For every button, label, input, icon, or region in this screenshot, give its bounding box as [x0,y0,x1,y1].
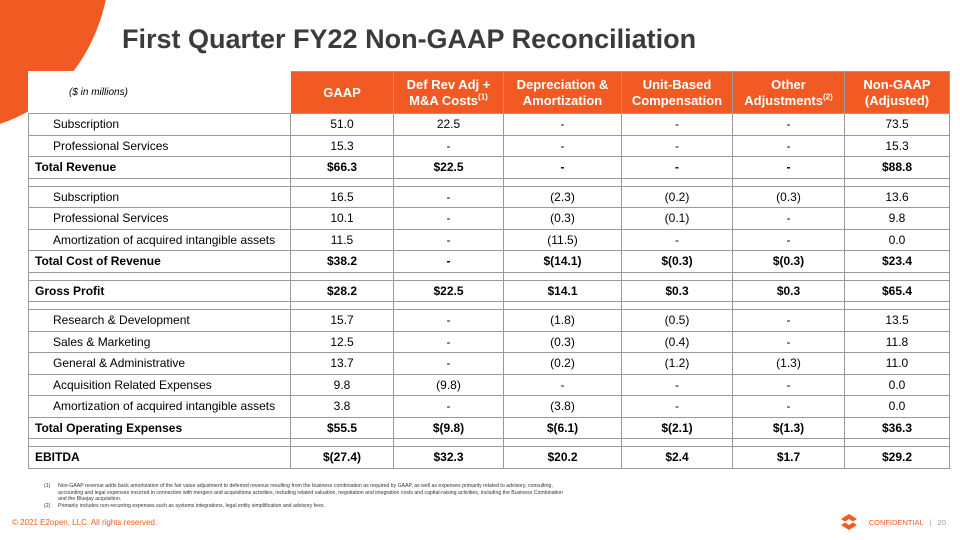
row-label: Total Operating Expenses [29,417,291,439]
row-label: Amortization of acquired intangible assets [29,396,291,418]
spacer-cell [394,302,504,310]
spacer-cell [622,302,733,310]
spacer-cell [504,178,622,186]
spacer-row [29,178,950,186]
footnote-number: (1) [44,483,51,489]
value-cell: - [733,310,845,332]
table-row [29,186,950,208]
value-cell: $29.2 [845,447,950,469]
value-cell: (0.3) [504,208,622,230]
column-header [622,72,733,114]
spacer-cell [845,272,950,280]
row-label: Subscription [29,186,291,208]
column-header-text: Unit-Based Compensation [631,76,723,108]
row-label: Professional Services [29,135,291,157]
footnote-text: Non-GAAP revenue adds back amortization of the fair value adjustment to deferred revenue resulting from the business combination as required by GAAP, as well as expenses primarily related to advisory, consulting, accounting and legal expenses incurred in connection with mergers and acquisitions activities, including related valuation, negotiation and integration costs and capital-raising activities, including the Business Combination and the Bluejay acquisition. [58,483,563,503]
spacer-cell [622,439,733,447]
footnote-number: (2) [44,502,51,509]
spacer-cell [291,272,394,280]
value-cell: - [733,135,845,157]
value-cell: 9.8 [291,374,394,396]
value-cell: 13.7 [291,353,394,375]
value-cell: $(2.1) [622,417,733,439]
value-cell: - [394,229,504,251]
value-cell: - [394,208,504,230]
e2open-logo-icon [837,513,861,531]
value-cell: $0.3 [733,280,845,302]
value-cell: - [504,114,622,136]
value-cell: - [733,229,845,251]
spacer-cell [845,302,950,310]
value-cell: 10.1 [291,208,394,230]
row-label: Subscription [29,114,291,136]
total-row [29,417,950,439]
spacer-cell [733,178,845,186]
value-cell: - [622,135,733,157]
value-cell: 0.0 [845,374,950,396]
footnotes [44,483,564,509]
value-cell: $(9.8) [394,417,504,439]
value-cell: (0.1) [622,208,733,230]
value-cell: - [622,229,733,251]
value-cell: (0.3) [504,331,622,353]
spacer-cell [394,178,504,186]
column-header-text: Other Adjustments [744,76,823,108]
value-cell: - [733,208,845,230]
footer-separator: | [929,517,932,527]
footnote [44,483,564,503]
column-header-text: Non-GAAP (Adjusted) [863,76,931,108]
value-cell: $20.2 [504,447,622,469]
table-row [29,374,950,396]
value-cell: $22.5 [394,280,504,302]
value-cell: - [504,157,622,179]
value-cell: - [394,310,504,332]
value-cell: (0.4) [622,331,733,353]
row-label: Total Revenue [29,157,291,179]
value-cell: 11.5 [291,229,394,251]
spacer-cell [845,439,950,447]
row-label: EBITDA [29,447,291,469]
row-label: Gross Profit [29,280,291,302]
value-cell: $88.8 [845,157,950,179]
value-cell: 51.0 [291,114,394,136]
footnote-marker: (2) [822,92,833,102]
value-cell: - [622,374,733,396]
value-cell: (0.2) [622,186,733,208]
value-cell: 22.5 [394,114,504,136]
spacer-row [29,439,950,447]
total-row [29,447,950,469]
value-cell: - [733,114,845,136]
table-row [29,208,950,230]
value-cell: (2.3) [504,186,622,208]
column-header-text: Depreciation & Amortization [516,76,609,108]
value-cell: 0.0 [845,396,950,418]
row-label: Professional Services [29,208,291,230]
value-cell: $28.2 [291,280,394,302]
value-cell: $36.3 [845,417,950,439]
spacer-cell [394,272,504,280]
value-cell: 11.8 [845,331,950,353]
table-header-row [29,72,950,114]
spacer-cell [733,272,845,280]
value-cell: (3.8) [504,396,622,418]
value-cell: $(27.4) [291,447,394,469]
column-header-text: GAAP [323,84,361,100]
spacer-cell [291,439,394,447]
confidential-label: CONFIDENTIAL [868,517,924,527]
spacer-cell [504,302,622,310]
total-row [29,251,950,273]
value-cell: (11.5) [504,229,622,251]
copyright-text: © 2021 E2open, LLC. All rights reserved. [12,518,158,527]
column-header [504,72,622,114]
value-cell: - [733,331,845,353]
value-cell: 73.5 [845,114,950,136]
table-row [29,114,950,136]
row-label: Amortization of acquired intangible assets [29,229,291,251]
spacer-cell [29,178,291,186]
row-label: Total Cost of Revenue [29,251,291,273]
footnote [44,503,564,510]
value-cell: 13.6 [845,186,950,208]
footer-right [837,513,946,531]
table-row [29,353,950,375]
value-cell: $1.7 [733,447,845,469]
value-cell: - [394,135,504,157]
value-cell: $65.4 [845,280,950,302]
value-cell: (0.5) [622,310,733,332]
spacer-cell [504,272,622,280]
table-row [29,331,950,353]
value-cell: 11.0 [845,353,950,375]
value-cell: $(6.1) [504,417,622,439]
value-cell: - [733,374,845,396]
row-label: Sales & Marketing [29,331,291,353]
spacer-cell [291,302,394,310]
column-header [394,72,504,114]
value-cell: $22.5 [394,157,504,179]
table-row [29,396,950,418]
column-header-text: Def Rev Adj + M&A Costs [406,76,491,108]
column-header [733,72,845,114]
value-cell: - [622,157,733,179]
value-cell: (1.2) [622,353,733,375]
spacer-cell [29,439,291,447]
table-row [29,310,950,332]
value-cell: 13.5 [845,310,950,332]
value-cell: 16.5 [291,186,394,208]
value-cell: (0.2) [504,353,622,375]
value-cell: $0.3 [622,280,733,302]
reconciliation-table [28,71,950,469]
spacer-cell [622,178,733,186]
row-label: Research & Development [29,310,291,332]
value-cell: - [394,251,504,273]
table-row [29,229,950,251]
value-cell: 3.8 [291,396,394,418]
spacer-cell [845,178,950,186]
value-cell: $(0.3) [733,251,845,273]
table-row [29,135,950,157]
value-cell: - [622,114,733,136]
total-row [29,280,950,302]
value-cell: (1.8) [504,310,622,332]
value-cell: 0.0 [845,229,950,251]
row-label: Acquisition Related Expenses [29,374,291,396]
spacer-cell [29,272,291,280]
value-cell: - [394,396,504,418]
spacer-cell [733,302,845,310]
value-cell: $2.4 [622,447,733,469]
total-row [29,157,950,179]
column-header [845,72,950,114]
footnote-marker: (1) [478,92,488,102]
value-cell: - [504,135,622,157]
value-cell: 15.3 [845,135,950,157]
value-cell: $(0.3) [622,251,733,273]
value-cell: - [733,157,845,179]
page-number: 20 [937,517,946,527]
value-cell: (1.3) [733,353,845,375]
page-title: First Quarter FY22 Non-GAAP Reconciliation [122,24,697,54]
value-cell: $14.1 [504,280,622,302]
column-header [291,72,394,114]
value-cell: (9.8) [394,374,504,396]
value-cell: - [504,374,622,396]
value-cell: $23.4 [845,251,950,273]
value-cell: $55.5 [291,417,394,439]
spacer-cell [504,439,622,447]
value-cell: - [394,186,504,208]
value-cell: - [394,353,504,375]
spacer-cell [29,302,291,310]
value-cell: 15.7 [291,310,394,332]
footnote-text: Primarily includes non-recurring expenses such as systems integrations, legal entity simplification and advisory fees. [58,502,325,509]
spacer-cell [733,439,845,447]
value-cell: $32.3 [394,447,504,469]
units-note: ($ in millions) [29,72,291,114]
spacer-cell [291,178,394,186]
value-cell: 9.8 [845,208,950,230]
value-cell: $(1.3) [733,417,845,439]
table-body [29,114,950,469]
row-label: General & Administrative [29,353,291,375]
value-cell: $66.3 [291,157,394,179]
value-cell: - [733,396,845,418]
value-cell: - [622,396,733,418]
value-cell: 12.5 [291,331,394,353]
value-cell: (0.3) [733,186,845,208]
value-cell: $(14.1) [504,251,622,273]
spacer-cell [622,272,733,280]
spacer-row [29,272,950,280]
spacer-cell [394,439,504,447]
value-cell: 15.3 [291,135,394,157]
value-cell: - [394,331,504,353]
spacer-row [29,302,950,310]
value-cell: $38.2 [291,251,394,273]
